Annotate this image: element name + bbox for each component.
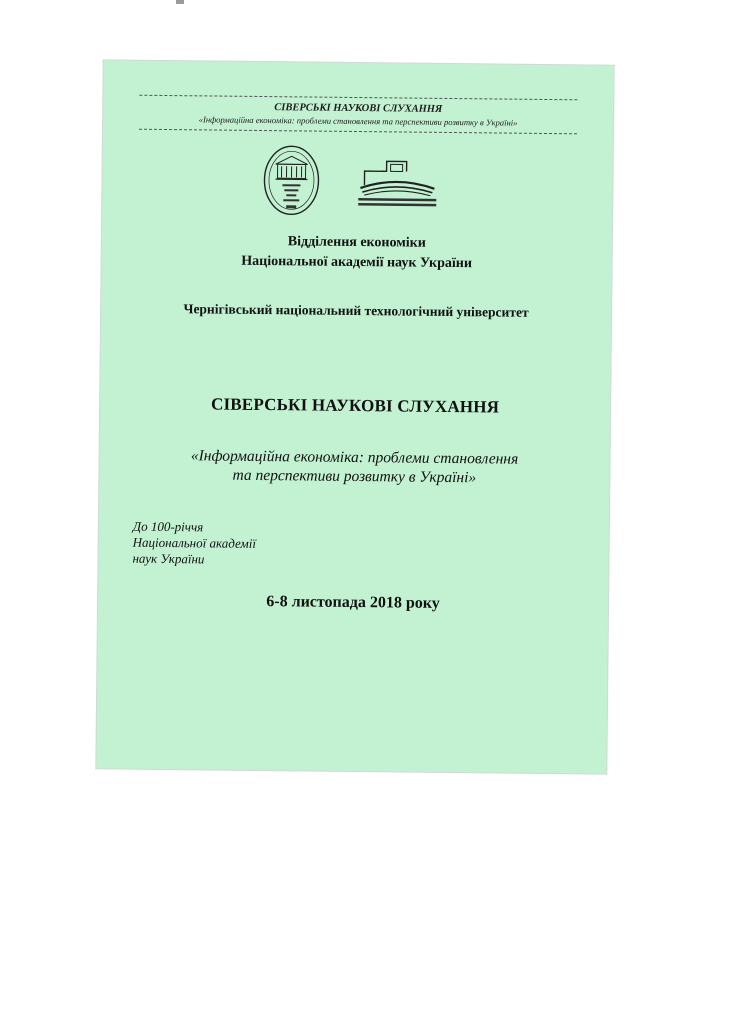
dedication-line-2: Національної академії: [132, 534, 257, 551]
dedication-line-1: До 100-річчя: [132, 518, 204, 535]
event-title: СІВЕРСЬКІ НАУКОВІ СЛУХАННЯ: [210, 394, 500, 417]
dedication: [132, 519, 256, 568]
event-dates: 6-8 листопада 2018 року: [266, 593, 440, 612]
scan-mark: [176, 0, 184, 4]
chernihiv-ntu-logo: [352, 155, 443, 208]
header-bottom-rule: [139, 129, 577, 135]
header-subtitle: «Інформаційна економіка: проблеми становлення та перспективи розвитку в Україні»: [198, 114, 518, 128]
booklet-cover: [96, 60, 613, 773]
nas-ukraine-emblem: [262, 144, 321, 217]
header-top-rule: [139, 95, 577, 101]
header-title: СІВЕРСЬКІ НАУКОВІ СЛУХАННЯ: [274, 102, 443, 115]
university-name: Чернігівський національний технологічний університет: [183, 301, 529, 320]
department-line-1: Відділення економіки: [287, 234, 426, 251]
department-line-2: Національної академії наук України: [241, 253, 473, 272]
dedication-line-3: наук України: [132, 550, 205, 567]
event-theme-line-1: «Інформаційна економіка: проблеми становлення: [190, 447, 519, 468]
event-theme-line-2: та перспективи розвитку в Україні»: [232, 466, 477, 487]
